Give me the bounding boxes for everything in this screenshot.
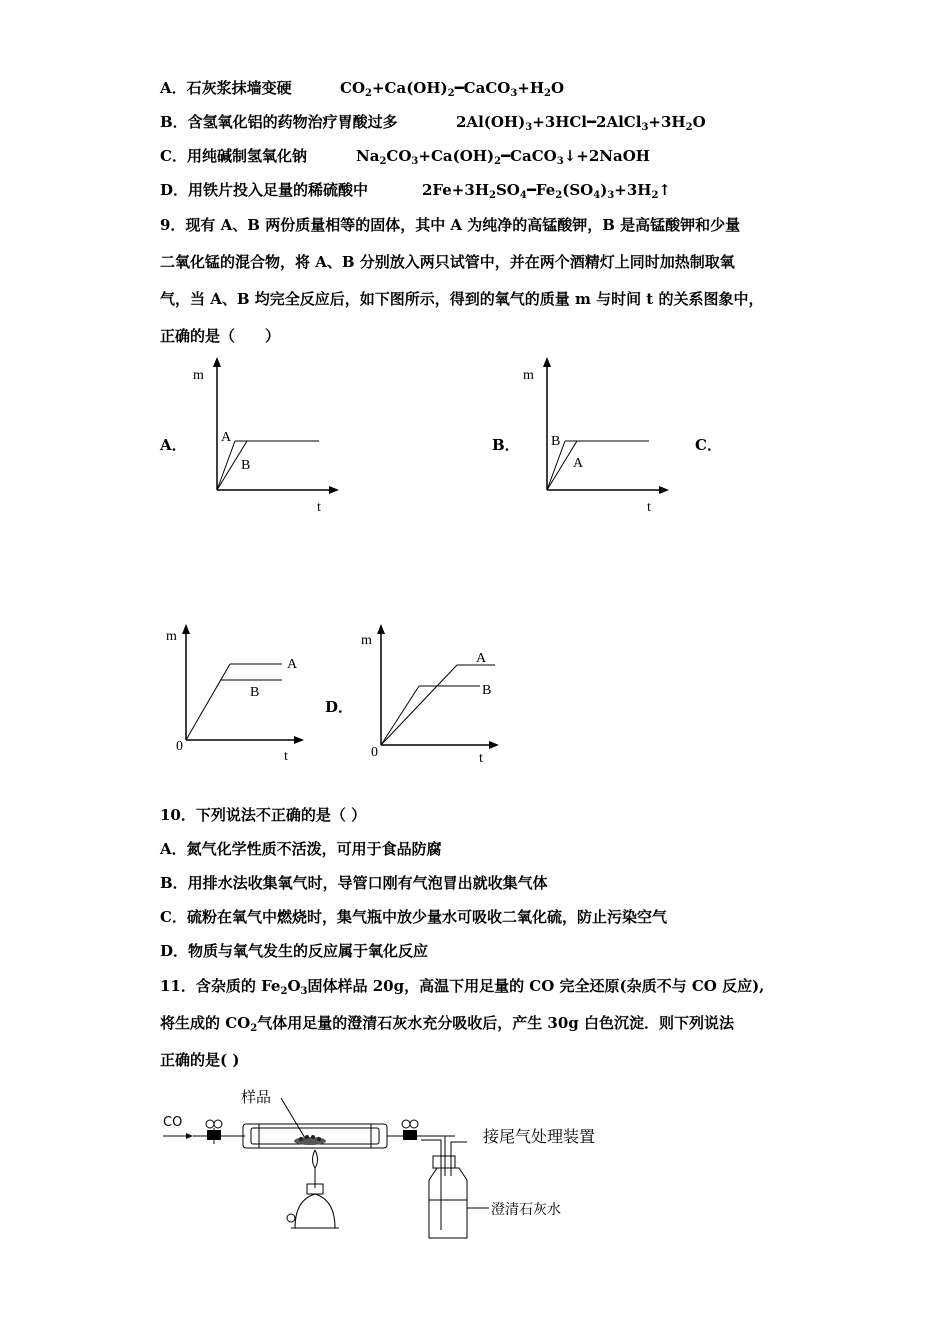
q10-stem: 10．下列说法不正确的是（ ）	[160, 806, 367, 824]
clamp-left	[207, 1130, 221, 1140]
series-a-label: A	[573, 456, 584, 471]
equation: $Na_2CO_3+Ca(OH)_2━CaCO_3↓+2NaOH$	[356, 147, 650, 167]
equation: $CO_2+Ca(OH)_2━CaCO_3+H_2O$	[340, 79, 565, 99]
series-b-line	[381, 686, 419, 745]
series-a-label: A	[221, 430, 232, 445]
clamp-right-icon	[402, 1120, 410, 1128]
gas-washing-bottle	[429, 1168, 467, 1238]
sample-pile	[294, 1137, 326, 1145]
series-a-label: A	[476, 651, 487, 666]
equation: $2Al(OH)_3+3HCl━2AlCl_3+3H_2O$	[456, 113, 706, 133]
graph-b	[515, 355, 675, 515]
series-a-line	[381, 665, 457, 745]
y-axis-label: m	[166, 629, 177, 644]
option-text: B．含氢氧化铝的药物治疗胃酸过多	[160, 113, 398, 131]
x-axis-label: t	[479, 751, 483, 766]
y-axis-label: m	[193, 368, 204, 383]
equation: $2Fe+3H_2SO_4━Fe_2(SO_4)_3+3H_2↑$	[422, 181, 671, 201]
q9-option-c-label: C．	[695, 436, 722, 454]
graph-c	[160, 620, 320, 770]
option-text: C．用纯碱制氢氧化钠	[160, 147, 307, 165]
clamp-left-icon	[206, 1120, 214, 1128]
q10-option-d: D．物质与氧气发生的反应属于氧化反应	[160, 942, 429, 960]
origin-label: 0	[176, 739, 183, 754]
alcohol-lamp	[295, 1194, 335, 1228]
q9-stem-line4: 正确的是（ ）	[160, 327, 281, 345]
q9-option-d-label: D．	[325, 698, 354, 716]
limewater-label: 澄清石灰水	[491, 1202, 561, 1218]
x-axis-label: t	[284, 749, 288, 764]
series-b-label: B	[551, 434, 561, 449]
q11-stem-line1: 11．含杂质的 $Fe_2O_3$固体样品 20g，高温下用足量的 CO 完全还原(杂质不与 CO 反应),	[160, 977, 765, 997]
bottle-cap	[433, 1156, 455, 1168]
sample-label: 样品	[241, 1088, 272, 1106]
series-b-label: B	[482, 683, 492, 698]
origin-label: 0	[371, 745, 378, 760]
sample-pointer	[281, 1098, 305, 1138]
option-text: A．石灰浆抹墙变硬	[160, 79, 292, 97]
q11-stem-line2: 将生成的 $CO_2$气体用足量的澄清石灰水充分吸收后，产生 30g 白色沉淀．则下列说法	[160, 1014, 735, 1034]
flame	[313, 1150, 318, 1168]
q9-stem-line2: 二氧化锰的混合物，将 A、B 分别放入两只试管中，并在两个酒精灯上同时加热制取氧	[160, 253, 735, 271]
q8-option-c	[160, 146, 650, 167]
q8-option-d	[160, 180, 671, 201]
series-b-label: B	[250, 685, 260, 700]
graph-a	[185, 355, 345, 515]
option-text: D．用铁片投入足量的稀硫酸中	[160, 181, 369, 199]
q8-option-b	[160, 112, 706, 133]
q10-option-c: C．硫粉在氧气中燃烧时，集气瓶中放少量水可吸收二氧化硫，防止污染空气	[160, 908, 667, 926]
q8-option-a	[160, 78, 565, 99]
q9-stem-line1: 9．现有 A、B 两份质量相等的固体，其中 A 为纯净的高锰酸钾，B 是高锰酸钾和少量	[160, 216, 741, 234]
x-axis-arrow	[329, 486, 339, 494]
graph-d	[355, 620, 515, 770]
series-b-label: B	[241, 458, 251, 473]
tail-gas-label: 接尾气处理装置	[483, 1127, 596, 1146]
y-axis-arrow	[213, 357, 221, 367]
apparatus-diagram	[155, 1080, 635, 1250]
q10-option-a: A．氮气化学性质不活泼，可用于食品防腐	[160, 840, 442, 858]
co-label: CO	[163, 1115, 183, 1130]
x-axis-label: t	[317, 500, 321, 515]
q11-stem-line3: 正确的是( )	[160, 1051, 240, 1069]
y-axis-label: m	[361, 633, 372, 648]
q9-option-a-label: A．	[160, 436, 187, 454]
y-axis-label: m	[523, 368, 534, 383]
q9-stem-line3: 气，当 A、B 均完全反应后，如下图所示，得到的氧气的质量 m 与时间 t 的关系图象中，	[160, 290, 764, 308]
q10-option-b: B．用排水法收集氧气时，导管口刚有气泡冒出就收集气体	[160, 874, 548, 892]
q9-option-b-label: B．	[492, 436, 520, 454]
x-axis-label: t	[647, 500, 651, 515]
series-a-label: A	[287, 657, 298, 672]
series-a-line	[186, 664, 230, 740]
